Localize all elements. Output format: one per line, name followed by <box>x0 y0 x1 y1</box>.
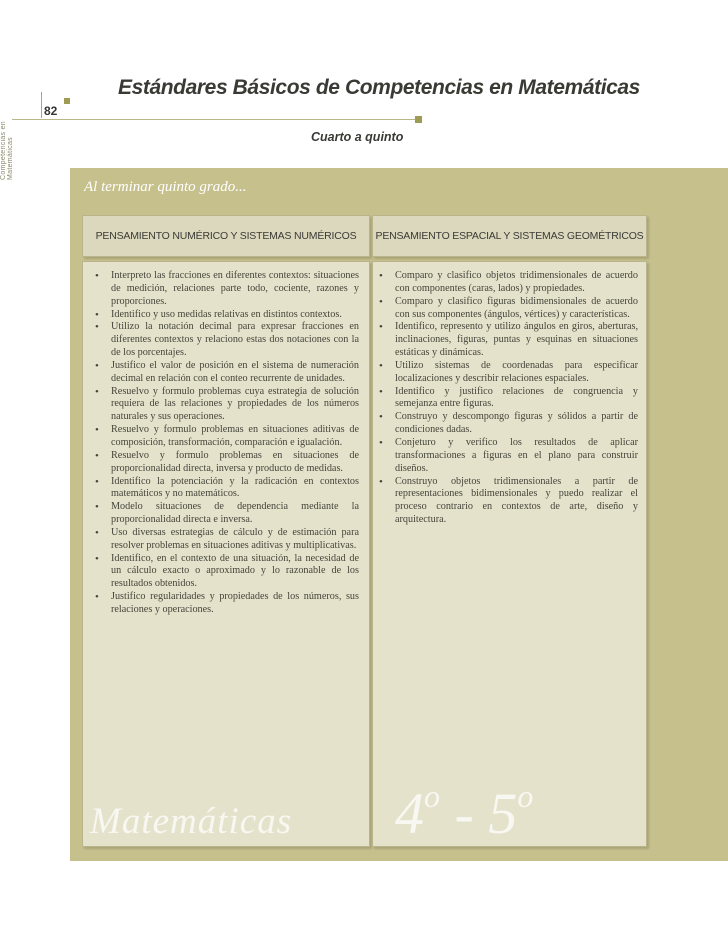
list-item: • Identifico la potenciación y la radicación en contextos matemáticos y no matemáticos. <box>95 476 359 502</box>
watermark-grades <box>395 780 533 847</box>
standards-list-numerico <box>95 270 359 617</box>
list-item: • Resuelvo y formulo problemas cuya estrategia de solución requiera de las relaciones y propiedades de los números naturales y sus operaciones. <box>95 386 359 425</box>
column-header-espacial: PENSAMIENTO ESPACIAL Y SISTEMAS GEOMÉTRICOS <box>372 215 647 257</box>
list-item: • Utilizo sistemas de coordenadas para especificar localizaciones y describir relaciones espaciales. <box>379 360 638 386</box>
list-item: • Comparo y clasifico objetos tridimensionales de acuerdo con componentes (caras, lados) y propiedades. <box>379 270 638 296</box>
watermark-grade-b: 5 <box>488 781 518 846</box>
intro-heading: Al terminar quinto grado... <box>84 179 247 195</box>
list-item: • Utilizo la notación decimal para expresar fracciones en diferentes contextos y relaciono estas dos notaciones con la de los porcentajes. <box>95 321 359 360</box>
list-item: • Uso diversas estrategias de cálculo y de estimación para resolver problemas en situaciones aditivas y multiplicativas. <box>95 527 359 553</box>
watermark-separator: - <box>440 781 489 846</box>
column-espacial <box>372 261 647 847</box>
header-vertical-rule <box>41 92 42 118</box>
list-item: • Identifico, en el contexto de una situación, la necesidad de un cálculo exacto o aproximado y lo razonable de los resultados obtenidos. <box>95 553 359 592</box>
watermark-ordinal-a: o <box>424 778 440 814</box>
list-item: • Interpreto las fracciones en diferentes contextos: situaciones de medición, relaciones parte todo, cociente, razones y proporciones. <box>95 270 359 309</box>
side-section-label: Competencias en Matemáticas <box>0 121 14 180</box>
list-item: • Resuelvo y formulo problemas en situaciones de proporcionalidad directa, inversa y producto de medidas. <box>95 450 359 476</box>
decorative-square <box>415 116 422 123</box>
page-title: Estándares Básicos de Competencias en Matemáticas <box>118 76 640 99</box>
list-item: • Justifico regularidades y propiedades de los números, sus relaciones y operaciones. <box>95 591 359 617</box>
header-horizontal-rule <box>12 119 418 120</box>
standards-list-espacial <box>379 270 638 527</box>
list-item: • Construyo y descompongo figuras y sólidos a partir de condiciones dadas. <box>379 411 638 437</box>
list-item: • Construyo objetos tridimensionales a partir de representaciones bidimensionales y puedo realizar el proceso contrario en contextos de arte, diseño y arquitectura. <box>379 476 638 527</box>
list-item: • Justifico el valor de posición en el sistema de numeración decimal en relación con el conteo recurrente de unidades. <box>95 360 359 386</box>
column-numerico <box>82 261 370 847</box>
list-item: • Comparo y clasifico figuras bidimensionales de acuerdo con sus componentes (ángulos, vértices) y características. <box>379 296 638 322</box>
watermark-ordinal-b: o <box>517 778 534 814</box>
column-header-numerico: PENSAMIENTO NUMÉRICO Y SISTEMAS NUMÉRICOS <box>82 215 370 257</box>
list-item: • Modelo situaciones de dependencia mediante la proporcionalidad directa e inversa. <box>95 501 359 527</box>
list-item: • Identifico, represento y utilizo ángulos en giros, aberturas, inclinaciones, figuras, puntas y esquinas en situaciones estáticas y dinámicas. <box>379 321 638 360</box>
page-number: 82 <box>44 104 58 118</box>
list-item: • Resuelvo y formulo problemas en situaciones aditivas de composición, transformación, comparación e igualación. <box>95 424 359 450</box>
page-subtitle: Cuarto a quinto <box>311 130 404 144</box>
list-item: • Conjeturo y verifico los resultados de aplicar transformaciones a figuras en el plano para construir diseños. <box>379 437 638 476</box>
list-item: • Identifico y uso medidas relativas en distintos contextos. <box>95 309 359 322</box>
watermark-subject: Matemáticas <box>90 801 293 842</box>
watermark-grade-a: 4 <box>395 781 424 846</box>
decorative-square <box>64 98 70 104</box>
list-item: • Identifico y justifico relaciones de congruencia y semejanza entre figuras. <box>379 386 638 412</box>
